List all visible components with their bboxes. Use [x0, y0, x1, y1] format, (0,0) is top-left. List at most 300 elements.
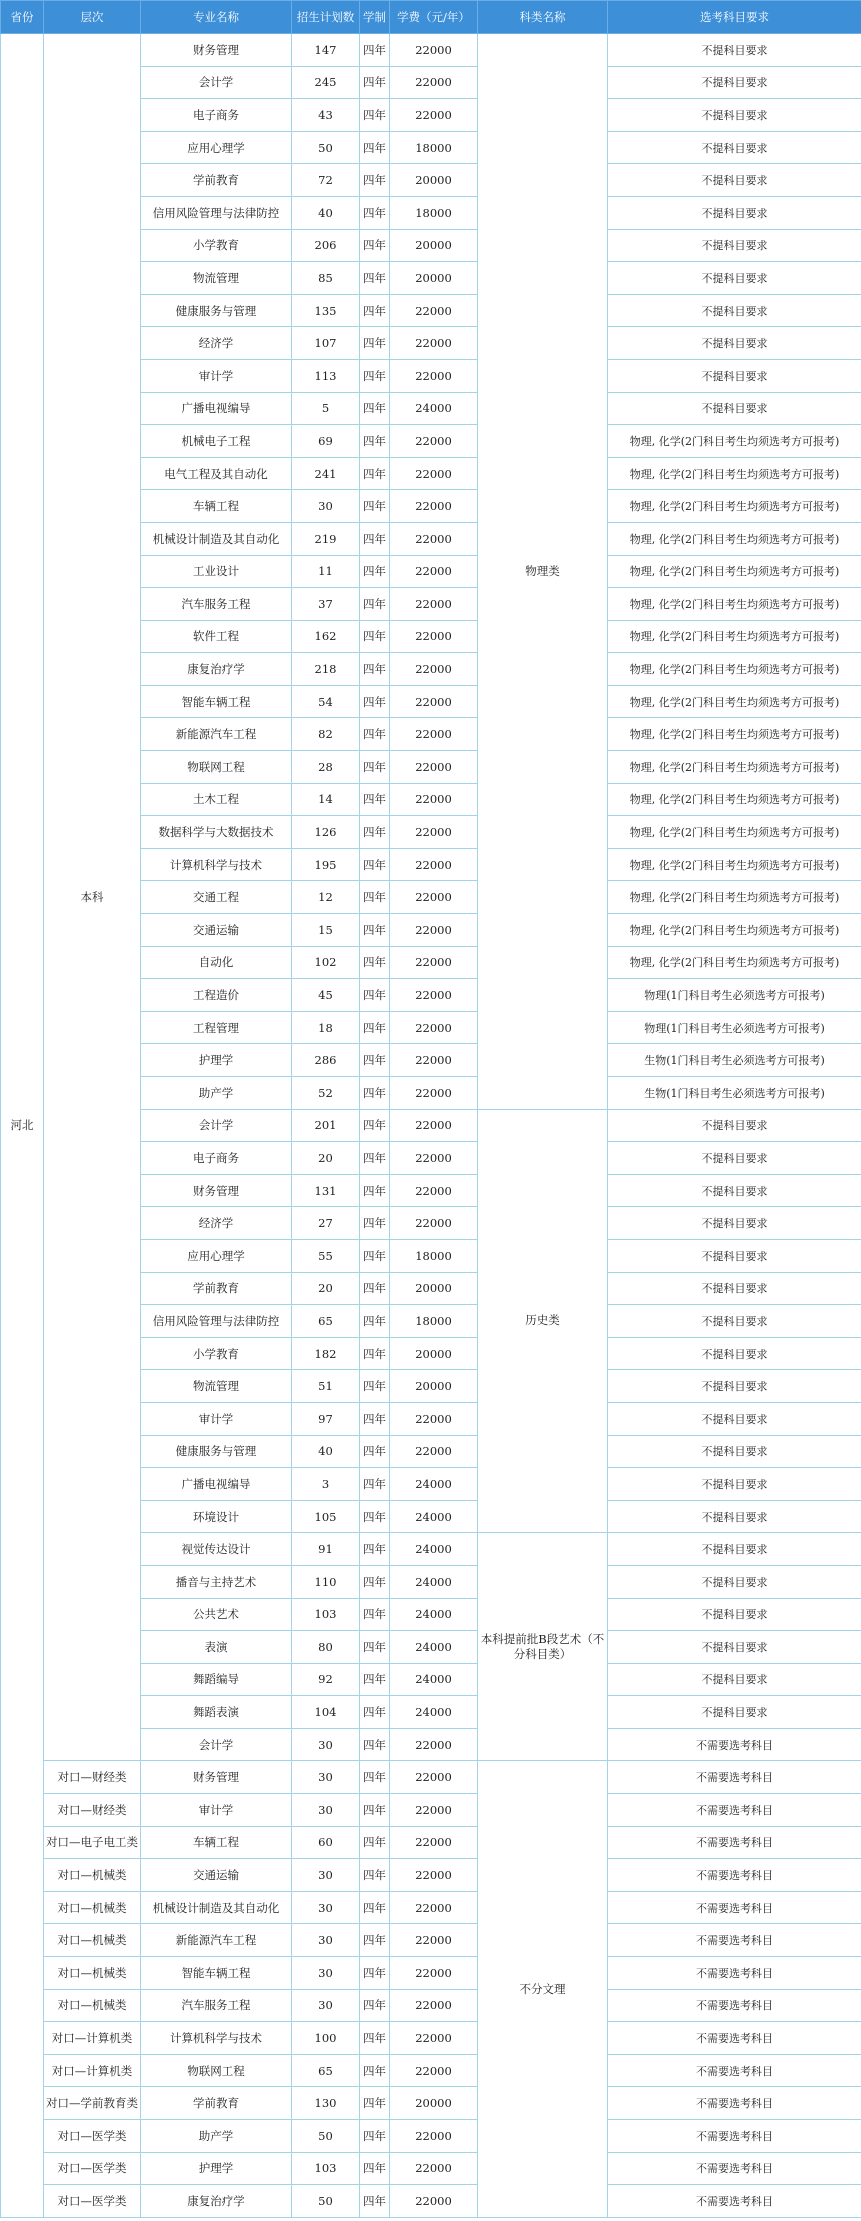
plan-cell: 54: [292, 685, 360, 718]
header-fee: 学费（元/年）: [390, 1, 478, 34]
subject-req-cell: 不需要选考科目: [608, 1891, 861, 1924]
table-row: [1, 1891, 861, 1924]
subject-req-cell: 不提科目要求: [608, 196, 861, 229]
plan-cell: 85: [292, 262, 360, 295]
years-cell: 四年: [360, 1924, 390, 1957]
subject-req-cell: 不提科目要求: [608, 1468, 861, 1501]
subject-req-cell: 不提科目要求: [608, 1631, 861, 1664]
years-cell: 四年: [360, 1239, 390, 1272]
years-cell: 四年: [360, 685, 390, 718]
level-cell: 对口—医学类: [44, 2185, 141, 2218]
years-cell: 四年: [360, 262, 390, 295]
years-cell: 四年: [360, 914, 390, 947]
fee-cell: 22000: [390, 914, 478, 947]
years-cell: 四年: [360, 1142, 390, 1175]
fee-cell: 22000: [390, 685, 478, 718]
plan-cell: 37: [292, 588, 360, 621]
major-cell: 小学教育: [141, 1337, 292, 1370]
years-cell: 四年: [360, 1044, 390, 1077]
fee-cell: 22000: [390, 490, 478, 523]
years-cell: 四年: [360, 99, 390, 132]
years-cell: 四年: [360, 1207, 390, 1240]
category-art: 本科提前批B段艺术（不分科目类）: [478, 1533, 608, 1761]
category-physics: 物理类: [478, 34, 608, 1110]
fee-cell: 22000: [390, 34, 478, 67]
major-cell: 应用心理学: [141, 1239, 292, 1272]
fee-cell: 22000: [390, 2054, 478, 2087]
years-cell: 四年: [360, 490, 390, 523]
years-cell: 四年: [360, 2054, 390, 2087]
table-row: [1, 34, 861, 67]
plan-cell: 103: [292, 1598, 360, 1631]
subject-req-cell: 不需要选考科目: [608, 1859, 861, 1892]
major-cell: 车辆工程: [141, 490, 292, 523]
subject-req-cell: 不提科目要求: [608, 1435, 861, 1468]
fee-cell: 22000: [390, 327, 478, 360]
subject-req-cell: 不需要选考科目: [608, 1957, 861, 1990]
fee-cell: 20000: [390, 1337, 478, 1370]
plan-cell: 30: [292, 1761, 360, 1794]
subject-req-cell: 物理, 化学(2门科目考生均须选考方可报考): [608, 425, 861, 458]
years-cell: 四年: [360, 2087, 390, 2120]
major-cell: 助产学: [141, 2120, 292, 2153]
major-cell: 护理学: [141, 1044, 292, 1077]
subject-req-cell: 物理, 化学(2门科目考生均须选考方可报考): [608, 685, 861, 718]
years-cell: 四年: [360, 1435, 390, 1468]
subject-req-cell: 不提科目要求: [608, 66, 861, 99]
table-row: [1, 1826, 861, 1859]
years-cell: 四年: [360, 1272, 390, 1305]
years-cell: 四年: [360, 2120, 390, 2153]
subject-req-cell: 不提科目要求: [608, 1402, 861, 1435]
years-cell: 四年: [360, 848, 390, 881]
major-cell: 工程管理: [141, 1011, 292, 1044]
fee-cell: 22000: [390, 1077, 478, 1110]
fee-cell: 24000: [390, 1598, 478, 1631]
fee-cell: 22000: [390, 1794, 478, 1827]
level-cell: 对口—财经类: [44, 1794, 141, 1827]
plan-cell: 131: [292, 1174, 360, 1207]
subject-req-cell: 不需要选考科目: [608, 1826, 861, 1859]
years-cell: 四年: [360, 1631, 390, 1664]
subject-req-cell: 不提科目要求: [608, 229, 861, 262]
subject-req-cell: 不需要选考科目: [608, 1761, 861, 1794]
plan-cell: 286: [292, 1044, 360, 1077]
years-cell: 四年: [360, 425, 390, 458]
plan-cell: 55: [292, 1239, 360, 1272]
fee-cell: 22000: [390, 816, 478, 849]
plan-cell: 3: [292, 1468, 360, 1501]
fee-cell: 20000: [390, 229, 478, 262]
major-cell: 电子商务: [141, 1142, 292, 1175]
level-cell: 对口—机械类: [44, 1957, 141, 1990]
level-cell: 对口—机械类: [44, 1891, 141, 1924]
fee-cell: 24000: [390, 1533, 478, 1566]
plan-cell: 130: [292, 2087, 360, 2120]
years-cell: 四年: [360, 1663, 390, 1696]
major-cell: 助产学: [141, 1077, 292, 1110]
major-cell: 汽车服务工程: [141, 1989, 292, 2022]
major-cell: 交通工程: [141, 881, 292, 914]
years-cell: 四年: [360, 555, 390, 588]
fee-cell: 18000: [390, 1305, 478, 1338]
years-cell: 四年: [360, 1174, 390, 1207]
plan-cell: 218: [292, 653, 360, 686]
plan-cell: 30: [292, 1989, 360, 2022]
major-cell: 电气工程及其自动化: [141, 457, 292, 490]
subject-req-cell: 物理, 化学(2门科目考生均须选考方可报考): [608, 718, 861, 751]
subject-req-cell: 不提科目要求: [608, 1337, 861, 1370]
fee-cell: 22000: [390, 588, 478, 621]
fee-cell: 22000: [390, 2152, 478, 2185]
fee-cell: 20000: [390, 164, 478, 197]
plan-cell: 30: [292, 1891, 360, 1924]
major-cell: 机械设计制造及其自动化: [141, 522, 292, 555]
plan-cell: 206: [292, 229, 360, 262]
years-cell: 四年: [360, 783, 390, 816]
fee-cell: 20000: [390, 262, 478, 295]
subject-req-cell: 不提科目要求: [608, 1207, 861, 1240]
fee-cell: 22000: [390, 2022, 478, 2055]
subject-req-cell: 物理, 化学(2门科目考生均须选考方可报考): [608, 783, 861, 816]
major-cell: 车辆工程: [141, 1826, 292, 1859]
years-cell: 四年: [360, 1565, 390, 1598]
years-cell: 四年: [360, 1989, 390, 2022]
table-row: [1, 1859, 861, 1892]
major-cell: 播音与主持艺术: [141, 1565, 292, 1598]
major-cell: 应用心理学: [141, 131, 292, 164]
major-cell: 土木工程: [141, 783, 292, 816]
subject-req-cell: 不需要选考科目: [608, 1924, 861, 1957]
years-cell: 四年: [360, 946, 390, 979]
major-cell: 电子商务: [141, 99, 292, 132]
plan-cell: 11: [292, 555, 360, 588]
plan-cell: 20: [292, 1272, 360, 1305]
major-cell: 公共艺术: [141, 1598, 292, 1631]
plan-cell: 30: [292, 1924, 360, 1957]
fee-cell: 20000: [390, 2087, 478, 2120]
subject-req-cell: 不提科目要求: [608, 1500, 861, 1533]
subject-req-cell: 不需要选考科目: [608, 1794, 861, 1827]
years-cell: 四年: [360, 34, 390, 67]
plan-cell: 30: [292, 1859, 360, 1892]
subject-req-cell: 物理, 化学(2门科目考生均须选考方可报考): [608, 588, 861, 621]
years-cell: 四年: [360, 620, 390, 653]
plan-cell: 14: [292, 783, 360, 816]
major-cell: 广播电视编导: [141, 1468, 292, 1501]
plan-cell: 65: [292, 2054, 360, 2087]
years-cell: 四年: [360, 66, 390, 99]
subject-req-cell: 不提科目要求: [608, 262, 861, 295]
plan-cell: 28: [292, 751, 360, 784]
plan-cell: 12: [292, 881, 360, 914]
fee-cell: 22000: [390, 1044, 478, 1077]
fee-cell: 22000: [390, 1174, 478, 1207]
table-body: [1, 34, 861, 2218]
major-cell: 经济学: [141, 327, 292, 360]
major-cell: 学前教育: [141, 2087, 292, 2120]
plan-cell: 103: [292, 2152, 360, 2185]
fee-cell: 22000: [390, 1924, 478, 1957]
years-cell: 四年: [360, 1891, 390, 1924]
level-cell: 对口—电子电工类: [44, 1826, 141, 1859]
fee-cell: 22000: [390, 946, 478, 979]
plan-cell: 182: [292, 1337, 360, 1370]
major-cell: 计算机科学与技术: [141, 2022, 292, 2055]
plan-cell: 201: [292, 1109, 360, 1142]
major-cell: 舞蹈编导: [141, 1663, 292, 1696]
subject-req-cell: 不提科目要求: [608, 1663, 861, 1696]
plan-cell: 91: [292, 1533, 360, 1566]
subject-req-cell: 物理, 化学(2门科目考生均须选考方可报考): [608, 881, 861, 914]
subject-req-cell: 不提科目要求: [608, 1370, 861, 1403]
category-none: 不分文理: [478, 1761, 608, 2217]
major-cell: 智能车辆工程: [141, 1957, 292, 1990]
level-cell: 对口—学前教育类: [44, 2087, 141, 2120]
years-cell: 四年: [360, 1468, 390, 1501]
fee-cell: 22000: [390, 99, 478, 132]
table-row: [1, 1989, 861, 2022]
plan-cell: 92: [292, 1663, 360, 1696]
subject-req-cell: 不需要选考科目: [608, 2152, 861, 2185]
table-row: [1, 1924, 861, 1957]
plan-cell: 15: [292, 914, 360, 947]
years-cell: 四年: [360, 1761, 390, 1794]
fee-cell: 22000: [390, 848, 478, 881]
subject-req-cell: 物理, 化学(2门科目考生均须选考方可报考): [608, 914, 861, 947]
plan-cell: 105: [292, 1500, 360, 1533]
fee-cell: 22000: [390, 66, 478, 99]
fee-cell: 22000: [390, 1728, 478, 1761]
level-cell: 对口—医学类: [44, 2120, 141, 2153]
subject-req-cell: 不需要选考科目: [608, 2120, 861, 2153]
subject-req-cell: 物理, 化学(2门科目考生均须选考方可报考): [608, 816, 861, 849]
plan-cell: 40: [292, 196, 360, 229]
years-cell: 四年: [360, 229, 390, 262]
table-row: [1, 2185, 861, 2218]
major-cell: 学前教育: [141, 1272, 292, 1305]
subject-req-cell: 不提科目要求: [608, 359, 861, 392]
years-cell: 四年: [360, 1533, 390, 1566]
fee-cell: 22000: [390, 1402, 478, 1435]
table-row: [1, 2120, 861, 2153]
fee-cell: 22000: [390, 1142, 478, 1175]
fee-cell: 22000: [390, 751, 478, 784]
years-cell: 四年: [360, 1077, 390, 1110]
plan-cell: 113: [292, 359, 360, 392]
plan-cell: 20: [292, 1142, 360, 1175]
plan-cell: 110: [292, 1565, 360, 1598]
years-cell: 四年: [360, 196, 390, 229]
subject-req-cell: 物理, 化学(2门科目考生均须选考方可报考): [608, 653, 861, 686]
years-cell: 四年: [360, 1859, 390, 1892]
years-cell: 四年: [360, 164, 390, 197]
years-cell: 四年: [360, 131, 390, 164]
major-cell: 新能源汽车工程: [141, 1924, 292, 1957]
major-cell: 物流管理: [141, 262, 292, 295]
fee-cell: 22000: [390, 1761, 478, 1794]
plan-cell: 104: [292, 1696, 360, 1729]
major-cell: 视觉传达设计: [141, 1533, 292, 1566]
years-cell: 四年: [360, 1011, 390, 1044]
major-cell: 软件工程: [141, 620, 292, 653]
fee-cell: 22000: [390, 2120, 478, 2153]
major-cell: 经济学: [141, 1207, 292, 1240]
years-cell: 四年: [360, 881, 390, 914]
subject-req-cell: 物理, 化学(2门科目考生均须选考方可报考): [608, 522, 861, 555]
major-cell: 机械设计制造及其自动化: [141, 1891, 292, 1924]
years-cell: 四年: [360, 1826, 390, 1859]
header-row: [1, 1, 861, 34]
fee-cell: 22000: [390, 1011, 478, 1044]
fee-cell: 18000: [390, 131, 478, 164]
subject-req-cell: 物理, 化学(2门科目考生均须选考方可报考): [608, 751, 861, 784]
fee-cell: 22000: [390, 1891, 478, 1924]
plan-cell: 30: [292, 1957, 360, 1990]
major-cell: 工程造价: [141, 979, 292, 1012]
subject-req-cell: 不提科目要求: [608, 1533, 861, 1566]
plan-cell: 18: [292, 1011, 360, 1044]
years-cell: 四年: [360, 1370, 390, 1403]
subject-req-cell: 不提科目要求: [608, 131, 861, 164]
subject-req-cell: 不提科目要求: [608, 1696, 861, 1729]
subject-req-cell: 不提科目要求: [608, 34, 861, 67]
header-major: 专业名称: [141, 1, 292, 34]
major-cell: 物联网工程: [141, 2054, 292, 2087]
fee-cell: 22000: [390, 1207, 478, 1240]
years-cell: 四年: [360, 392, 390, 425]
fee-cell: 22000: [390, 294, 478, 327]
plan-cell: 97: [292, 1402, 360, 1435]
subject-req-cell: 不提科目要求: [608, 1174, 861, 1207]
header-years: 学制: [360, 1, 390, 34]
fee-cell: 22000: [390, 2185, 478, 2218]
subject-req-cell: 不提科目要求: [608, 1272, 861, 1305]
major-cell: 康复治疗学: [141, 2185, 292, 2218]
subject-req-cell: 不提科目要求: [608, 1598, 861, 1631]
subject-req-cell: 不需要选考科目: [608, 2054, 861, 2087]
fee-cell: 18000: [390, 196, 478, 229]
plan-cell: 241: [292, 457, 360, 490]
subject-req-cell: 不提科目要求: [608, 392, 861, 425]
level-cell: 对口—计算机类: [44, 2054, 141, 2087]
fee-cell: 22000: [390, 359, 478, 392]
major-cell: 健康服务与管理: [141, 294, 292, 327]
header-plan: 招生计划数: [292, 1, 360, 34]
major-cell: 交通运输: [141, 1859, 292, 1892]
plan-cell: 50: [292, 2120, 360, 2153]
subject-req-cell: 生物(1门科目考生必须选考方可报考): [608, 1044, 861, 1077]
years-cell: 四年: [360, 653, 390, 686]
fee-cell: 22000: [390, 783, 478, 816]
major-cell: 护理学: [141, 2152, 292, 2185]
plan-cell: 40: [292, 1435, 360, 1468]
major-cell: 汽车服务工程: [141, 588, 292, 621]
major-cell: 物联网工程: [141, 751, 292, 784]
subject-req-cell: 不提科目要求: [608, 99, 861, 132]
category-history: 历史类: [478, 1109, 608, 1533]
years-cell: 四年: [360, 1402, 390, 1435]
fee-cell: 24000: [390, 1631, 478, 1664]
level-cell: 对口—财经类: [44, 1761, 141, 1794]
major-cell: 审计学: [141, 1402, 292, 1435]
years-cell: 四年: [360, 1696, 390, 1729]
plan-cell: 72: [292, 164, 360, 197]
major-cell: 会计学: [141, 1728, 292, 1761]
major-cell: 健康服务与管理: [141, 1435, 292, 1468]
fee-cell: 20000: [390, 1272, 478, 1305]
table-row: [1, 1957, 861, 1990]
subject-req-cell: 物理, 化学(2门科目考生均须选考方可报考): [608, 620, 861, 653]
years-cell: 四年: [360, 588, 390, 621]
level-cell: 对口—机械类: [44, 1924, 141, 1957]
fee-cell: 22000: [390, 881, 478, 914]
major-cell: 广播电视编导: [141, 392, 292, 425]
fee-cell: 22000: [390, 718, 478, 751]
major-cell: 舞蹈表演: [141, 1696, 292, 1729]
fee-cell: 22000: [390, 425, 478, 458]
major-cell: 审计学: [141, 1794, 292, 1827]
major-cell: 计算机科学与技术: [141, 848, 292, 881]
major-cell: 表演: [141, 1631, 292, 1664]
major-cell: 财务管理: [141, 1761, 292, 1794]
fee-cell: 22000: [390, 555, 478, 588]
major-cell: 财务管理: [141, 1174, 292, 1207]
plan-cell: 100: [292, 2022, 360, 2055]
years-cell: 四年: [360, 1337, 390, 1370]
years-cell: 四年: [360, 1957, 390, 1990]
subject-req-cell: 不需要选考科目: [608, 1728, 861, 1761]
major-cell: 信用风险管理与法律防控: [141, 196, 292, 229]
fee-cell: 22000: [390, 1859, 478, 1892]
subject-req-cell: 不需要选考科目: [608, 1989, 861, 2022]
header-category: 科类名称: [478, 1, 608, 34]
years-cell: 四年: [360, 1109, 390, 1142]
subject-req-cell: 不提科目要求: [608, 1565, 861, 1598]
fee-cell: 22000: [390, 1957, 478, 1990]
plan-cell: 30: [292, 490, 360, 523]
fee-cell: 24000: [390, 1663, 478, 1696]
level-cell: 对口—机械类: [44, 1989, 141, 2022]
plan-cell: 195: [292, 848, 360, 881]
years-cell: 四年: [360, 522, 390, 555]
table-row: [1, 2152, 861, 2185]
fee-cell: 22000: [390, 457, 478, 490]
table-row: [1, 1794, 861, 1827]
major-cell: 财务管理: [141, 34, 292, 67]
fee-cell: 18000: [390, 1239, 478, 1272]
fee-cell: 24000: [390, 1468, 478, 1501]
subject-req-cell: 不提科目要求: [608, 294, 861, 327]
major-cell: 环境设计: [141, 1500, 292, 1533]
major-cell: 物流管理: [141, 1370, 292, 1403]
major-cell: 康复治疗学: [141, 653, 292, 686]
years-cell: 四年: [360, 1598, 390, 1631]
major-cell: 小学教育: [141, 229, 292, 262]
level-cell: 对口—医学类: [44, 2152, 141, 2185]
plan-cell: 5: [292, 392, 360, 425]
table-row: [1, 2054, 861, 2087]
years-cell: 四年: [360, 718, 390, 751]
major-cell: 学前教育: [141, 164, 292, 197]
fee-cell: 22000: [390, 1826, 478, 1859]
plan-cell: 135: [292, 294, 360, 327]
major-cell: 会计学: [141, 1109, 292, 1142]
province-cell: 河北: [1, 34, 44, 2218]
plan-cell: 51: [292, 1370, 360, 1403]
major-cell: 新能源汽车工程: [141, 718, 292, 751]
fee-cell: 22000: [390, 1435, 478, 1468]
